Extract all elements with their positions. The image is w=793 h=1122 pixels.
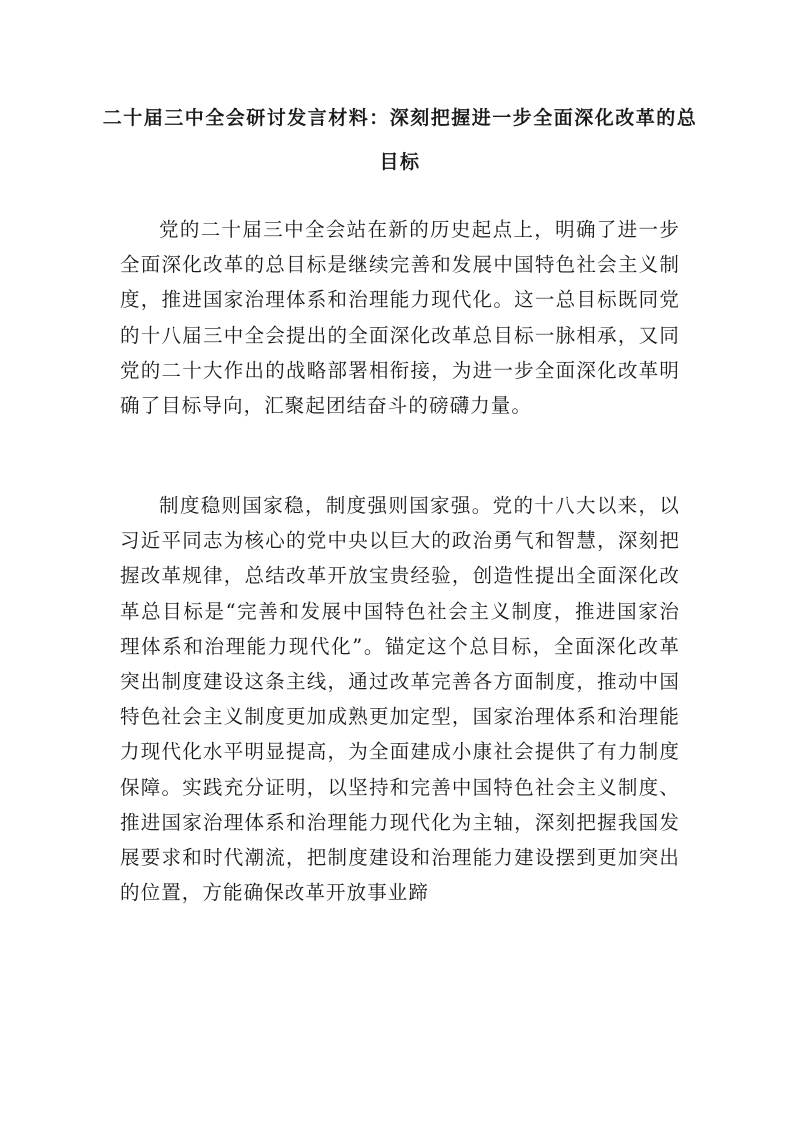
document-title: 二十届三中全会研讨发言材料：深刻把握进一步全面深化改革的总目标 <box>102 107 698 173</box>
body-paragraph-1: 党的二十届三中全会站在新的历史起点上，明确了进一步全面深化改革的总目标是继续完善和发展中国特色社会主义制度，推进国家治理体系和治理能力现代化。这一总目标既同党的十八届三中全会提出的全面深化改革总目标一脉相承，又同党的二十大作出的战略部署相衔接，为进一步全面深化改革明确了目标导向，汇聚起团结奋斗的磅礴力量。 <box>120 218 680 418</box>
body-paragraph-2: 制度稳则国家稳，制度强则国家强。党的十八大以来，以习近平同志为核心的党中央以巨大的政治勇气和智慧，深刻把握改革规律，总结改革开放宝贵经验，创造性提出全面深化改革总目标是“完善和发展中国特色社会主义制度，推进国家治理体系和治理能力现代化”。锚定这个总目标，全面深化改革突出制度建设这条主线，通过改革完善各方面制度，推动中国特色社会主义制度更加成熟更加定型，国家治理体系和治理能力现代化水平明显提高，为全面建成小康社会提供了有力制度保障。实践充分证明，以坚持和完善中国特色社会主义制度、推进国家治理体系和治理能力现代化为主轴，深刻把握我国发展要求和时代潮流，把制度建设和治理能力建设摆到更加突出的位置，方能确保改革开放事业蹄 <box>120 494 680 905</box>
